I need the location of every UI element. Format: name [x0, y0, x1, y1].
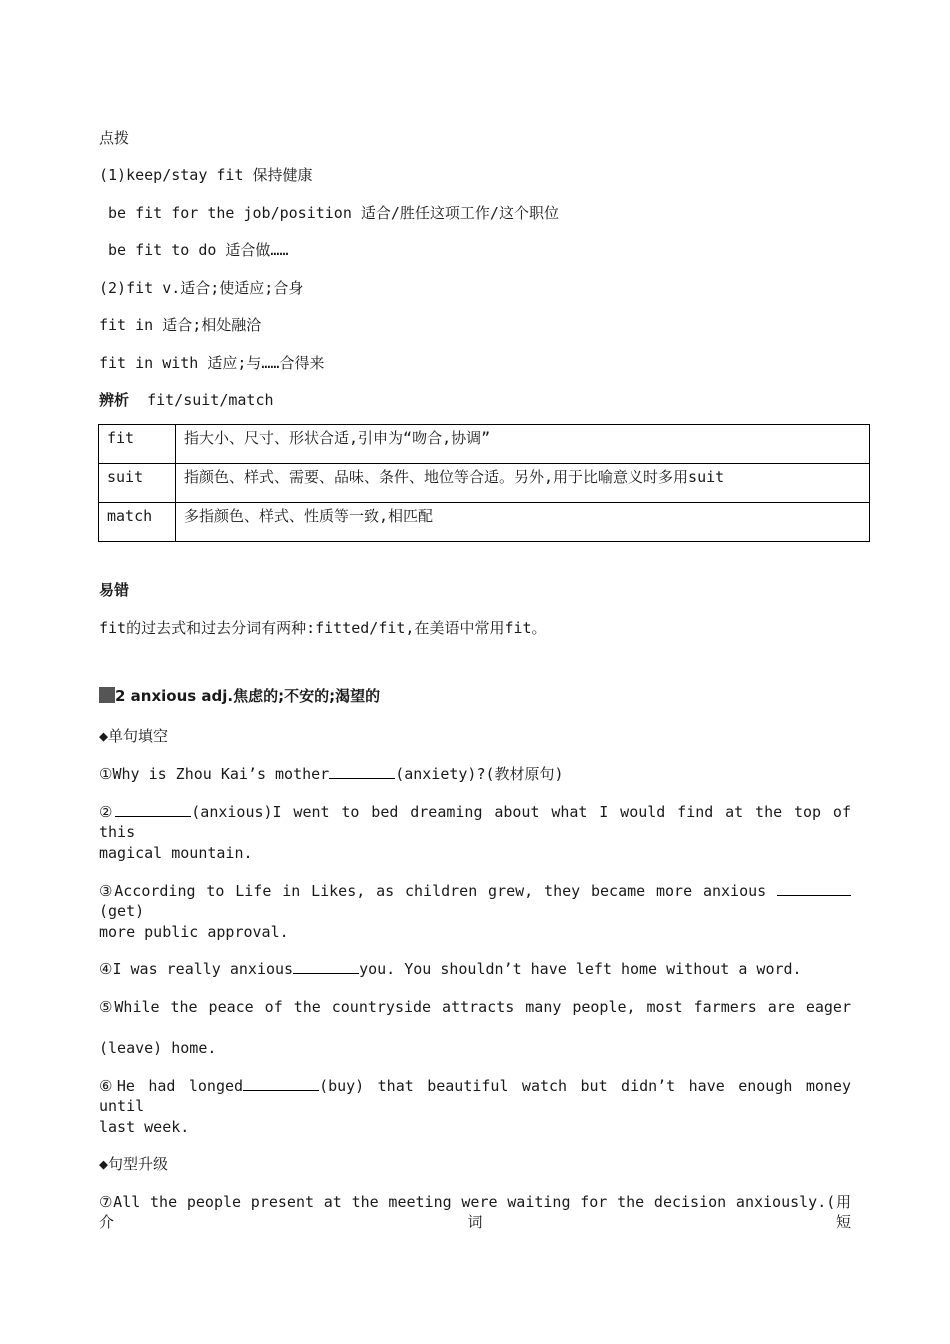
table-cell-word: match [99, 503, 176, 542]
question-7: ⑦All the people present at the meeting were waiting for the decision anxiously.(用介词短 [99, 1193, 851, 1231]
exercise-heading-upgrade: ◆句型升级 [99, 1155, 169, 1173]
analysis-words: fit/suit/match [147, 391, 274, 409]
error-heading: 易错 [99, 581, 130, 599]
tip-line-1: (1)keep/stay fit 保持健康 [99, 166, 313, 184]
section-title-text: 2 anxious adj.焦虑的;不安的;渴望的 [115, 687, 381, 705]
q2-suffix: (anxious)I went to bed dreaming about what I would find at the top of this [99, 803, 851, 841]
q3-suffix: (get) [99, 902, 145, 920]
analysis-heading [99, 390, 274, 410]
answer-blank[interactable] [115, 802, 191, 817]
q6-prefix: ⑥He had longed [99, 1077, 244, 1095]
q4-suffix: you. You shouldn’t have left home without a word. [359, 960, 802, 978]
error-text: fit的过去式和过去分词有两种:fitted/fit,在美语中常用fit。 [99, 619, 547, 637]
table-cell-desc: 指颜色、样式、需要、品味、条件、地位等合适。另外,用于比喻意义时多用suit [176, 464, 870, 503]
table-row [99, 464, 870, 503]
section-title [99, 686, 380, 706]
table-row [99, 503, 870, 542]
answer-blank[interactable] [293, 959, 359, 974]
tips-heading: 点拨 [99, 129, 130, 147]
answer-blank[interactable] [777, 881, 851, 896]
question-2 [99, 802, 851, 842]
question-5: ⑤While the peace of the countryside attracts many people, most farmers are eager [99, 998, 851, 1016]
question-3 [99, 881, 851, 921]
q2-prefix: ② [99, 803, 116, 821]
q6-suffix: (buy) that beautiful watch but didn’t have enough money until [99, 1077, 851, 1115]
question-2-cont: magical mountain. [99, 844, 253, 862]
tip-line-6: fit in with 适应;与……合得来 [99, 354, 325, 372]
answer-blank[interactable] [243, 1076, 319, 1091]
q1-suffix: (anxiety)?(教材原句) [395, 765, 564, 783]
question-6 [99, 1076, 851, 1116]
table-cell-desc: 指大小、尺寸、形状合适,引申为“吻合,协调” [176, 425, 870, 464]
exercise-heading-fill: ◆单句填空 [99, 727, 169, 745]
q3-prefix: ③According to Life in Likes, as children grew, they became more anxious [99, 882, 767, 900]
answer-blank[interactable] [329, 764, 395, 779]
question-4 [99, 959, 802, 979]
tip-line-2: be fit for the job/position 适合/胜任这项工作/这个职位 [99, 204, 559, 222]
comparison-table [98, 424, 870, 542]
question-6-cont: last week. [99, 1118, 190, 1136]
table-cell-word: suit [99, 464, 176, 503]
question-3-cont: more public approval. [99, 923, 289, 941]
question-1 [99, 764, 564, 784]
square-bullet-icon [99, 687, 115, 703]
q4-prefix: ④I was really anxious [99, 960, 294, 978]
q1-prefix: ①Why is Zhou Kai’s mother [99, 765, 330, 783]
tip-line-4: (2)fit v.适合;使适应;合身 [99, 279, 304, 297]
question-5-cont: (leave) home. [99, 1039, 217, 1057]
tip-line-5: fit in 适合;相处融洽 [99, 316, 262, 334]
table-cell-word: fit [99, 425, 176, 464]
analysis-label: 辨析 [99, 391, 130, 409]
tip-line-3: be fit to do 适合做…… [99, 241, 289, 259]
table-row [99, 425, 870, 464]
table-cell-desc: 多指颜色、样式、性质等一致,相匹配 [176, 503, 870, 542]
